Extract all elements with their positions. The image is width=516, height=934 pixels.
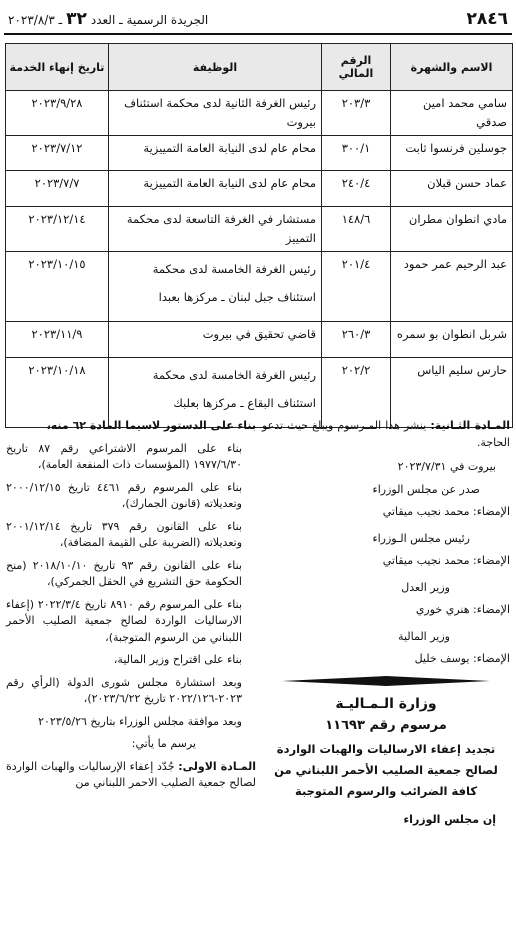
cell-name: حارس سليم الياس: [391, 358, 513, 428]
page-header: [8, 6, 508, 32]
issue-number: ٣٢: [66, 9, 87, 29]
cell-date: ٢٠٢٣/١٠/١٨: [6, 358, 109, 428]
signature-2: الإمضاء: محمد نجيب ميقاتي: [382, 554, 510, 567]
cell-date: ٢٠٢٣/١١/٩: [6, 322, 109, 358]
gazette-issue: [8, 9, 208, 29]
cell-number: ٢٤٠/٤: [322, 171, 391, 207]
cell-date: ٢٠٢٣/١٢/١٤: [6, 207, 109, 252]
pm-title: رئيس مجلس الـوزراء: [372, 531, 470, 545]
article-1-text: جُدّد إعفاء الإرساليات والهبات الواردة لصالح جمعية الصليب الاحمر اللبناني من: [6, 759, 256, 789]
finance-minister-title: وزير المالية: [398, 629, 450, 643]
right-column: [262, 418, 510, 834]
cell-job: رئيس الغرفة الخامسة لدى محكمة استئناف البقاع ـ مركزها بعلبك: [109, 358, 322, 428]
cell-date: ٢٠٢٣/٩/٢٨: [6, 91, 109, 136]
cell-date: ٢٠٢٣/٧/٧: [6, 171, 109, 207]
issued-by: صدر عن مجلس الوزراء: [372, 482, 480, 496]
cell-number: ٢٦٠/٣: [322, 322, 391, 358]
cell-number: ٢٠١/٤: [322, 252, 391, 322]
col-header-job: الوظيفة: [109, 44, 322, 91]
table-row: [6, 171, 513, 207]
cell-name: جوسلين فرنسوا ثابت: [391, 136, 513, 171]
cell-job: رئيس الغرفة الخامسة لدى محكمة استئناف جبل لبنان ـ مركزها بعبدا: [109, 252, 322, 322]
preamble-approval: وبعد موافقة مجلس الوزراء بتاريخ ٢٠٢٣/٥/٢٦: [38, 714, 242, 728]
preamble-decree-4461: بناء على المرسوم رقم ٤٤٦١ تاريخ ٢٠٠٠/١٢/١٥ وتعديلاته (قانون الجمارك)،: [6, 480, 242, 510]
decree-enactment: يرسم ما يأتي:: [131, 737, 196, 750]
signature-1: الإمضاء: محمد نجيب ميقاتي: [382, 505, 510, 518]
preamble-constitution: بناء على الدستور لاسيما المادة ٦٢ منه،: [46, 419, 256, 432]
cell-number: ٣٠٠/١: [322, 136, 391, 171]
preamble-law-379: بناء على القانون رقم ٣٧٩ تاريخ ٢٠٠١/١٢/١٤ وتعديلاته (الضريبة على القيمة المضافة)،: [6, 519, 242, 549]
table-row: [6, 322, 513, 358]
table-row: [6, 91, 513, 136]
retirement-table: [5, 43, 513, 428]
cell-name: مادي انطوان مطران: [391, 207, 513, 252]
col-header-name: الاسم والشهرة: [391, 44, 513, 91]
article-1-label: المـادة الاولى:: [178, 759, 256, 773]
preamble-decree-87: بناء على المرسوم الاشتراعي رقم ٨٧ تاريخ ١٩٧٧/٦/٣٠ (المؤسسات ذات المنفعة العامة)،: [6, 441, 243, 471]
section-divider: [282, 674, 490, 688]
cell-job: محام عام لدى النيابة العامة التمييزية: [109, 171, 322, 207]
cell-number: ٢٠٣/٣: [322, 91, 391, 136]
cell-name: سامي محمد امين صدقي: [391, 91, 513, 136]
table-header-row: [6, 44, 513, 91]
cell-date: ٢٠٢٣/٧/١٢: [6, 136, 109, 171]
cell-job: رئيس الغرفة الثانية لدى محكمة استئناف بيروت: [109, 91, 322, 136]
col-header-number: الرقم المالي: [322, 44, 391, 91]
justice-minister-title: وزير العدل: [401, 580, 450, 594]
preamble-law-93: بناء على القانون رقم ٩٣ تاريخ ٢٠١٨/١٠/١٠ (منح الحكومة حق التشريع في الحقل الجمركي)،: [6, 558, 242, 588]
divider-diamond-icon: [282, 674, 490, 688]
decree-title: تجديد إعفاء الارساليات والهبات الواردة لصالح جمعية الصليب الأحمر اللبناني من كافة الضرائب والرسوم المتوجبة: [274, 741, 498, 798]
signature-3: الإمضاء: هنري خوري: [415, 603, 510, 616]
col-header-date: تاريخ إنهاء الخدمة: [6, 44, 109, 91]
preamble-decree-8910: بناء على المرسوم رقم ٨٩١٠ تاريخ ٢٠٢٢/٣/٤ (إعفاء الارساليات الواردة لصالح جمعية الصليب الأحمر اللبناني من الرسوم المتوجبة)،: [6, 597, 243, 644]
council-intro: إن مجلس الوزراء: [403, 812, 496, 826]
table-row: [6, 358, 513, 428]
page-number: ٢٨٤٦: [466, 9, 508, 29]
ministry-heading: وزارة الـمـاليـة: [335, 695, 437, 712]
table-row: [6, 207, 513, 252]
cell-date: ٢٠٢٣/١٠/١٥: [6, 252, 109, 322]
document-body: [0, 418, 516, 918]
place-date: بيروت في ٢٠٢٣/٧/٣١: [397, 460, 496, 473]
cell-name: عماد حسن قبلان: [391, 171, 513, 207]
preamble-proposal: بناء على اقتراح وزير المالية،: [113, 653, 242, 666]
article-2-label: المـادة الثـانية:: [430, 419, 510, 432]
cell-job: قاضي تحقيق في بيروت: [109, 322, 322, 358]
cell-number: ٢٠٢/٢: [322, 358, 391, 428]
decree-number: مرسوم رقم ١١٦٩٣: [325, 718, 447, 733]
cell-name: شربل انطوان بو سمره: [391, 322, 513, 358]
article-2: [262, 418, 510, 451]
signature-4: الإمضاء: يوسف خليل: [414, 652, 510, 665]
article-2-text: ينشر هذا المـرسوم ويبلغ حيث تدعو الحاجة.: [262, 419, 510, 449]
preamble-state-council: وبعد استشارة مجلس شورى الدولة (الرأي رقم ٢٠٢٣-٢٠٢٢/١٢٦ تاريخ ٢٠٢٣/٦/٢٢)،: [6, 675, 242, 705]
gazette-name: الجريدة الرسمية ـ العدد: [90, 13, 209, 27]
cell-name: عبد الرحيم عمر حمود: [391, 252, 513, 322]
table-row: [6, 252, 513, 322]
cell-job: مستشار في الغرفة التاسعة لدى محكمة التمييز: [109, 207, 322, 252]
header-rule: [4, 33, 512, 35]
cell-job: محام عام لدى النيابة العامة التمييزية: [109, 136, 322, 171]
article-1: [6, 759, 256, 792]
issue-date: ـ ٢٠٢٣/٨/٣: [8, 13, 63, 27]
cell-number: ١٤٨/٦: [322, 207, 391, 252]
table-row: [6, 136, 513, 171]
left-column: [6, 418, 256, 798]
